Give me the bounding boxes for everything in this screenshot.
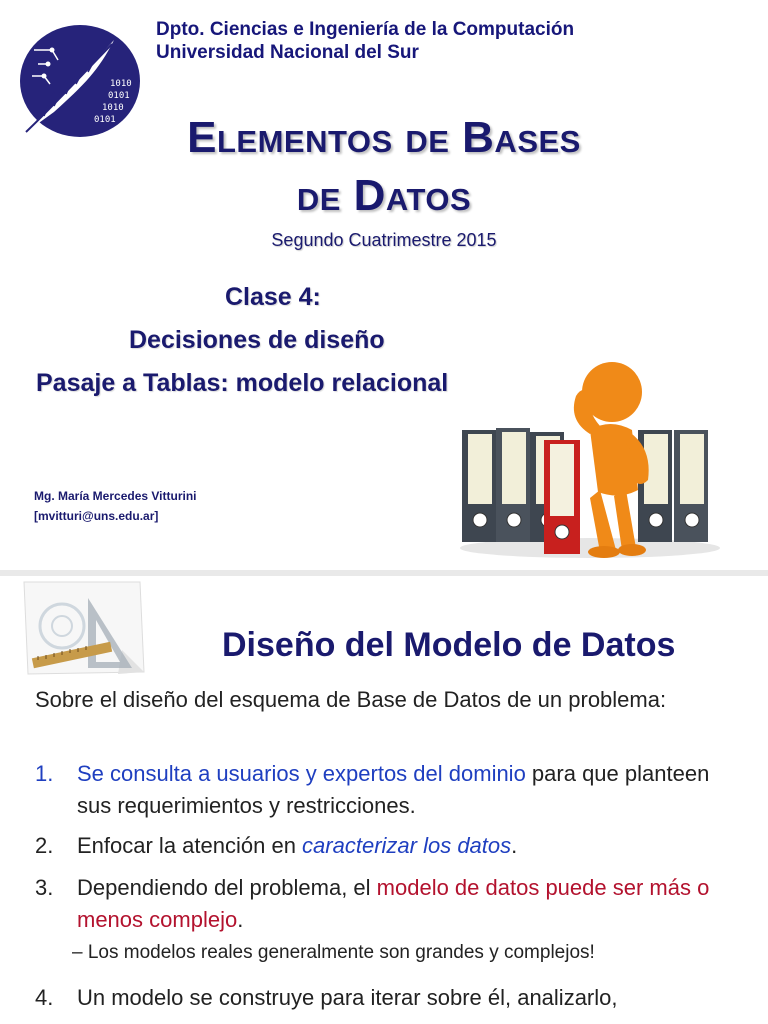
slide-title: Diseño del Modelo de Datos bbox=[222, 626, 676, 664]
body-text: Enfocar la atención en bbox=[77, 833, 303, 858]
author-block bbox=[34, 486, 197, 526]
logo-binary-1: 1010 bbox=[110, 79, 132, 89]
binders-figure-illustration bbox=[440, 330, 730, 565]
class-topic-2: Pasaje a Tablas: modelo relacional bbox=[36, 369, 449, 397]
list-number: 4. bbox=[35, 985, 54, 1010]
term-label: Segundo Cuatrimestre 2015 bbox=[271, 230, 497, 250]
list-text bbox=[77, 830, 747, 862]
class-topic-1: Decisiones de diseño bbox=[129, 326, 385, 354]
author-email: [mvitturi@uns.edu.ar] bbox=[34, 509, 159, 523]
sub-bullet-dash: – bbox=[72, 942, 83, 963]
course-title-line1: Elementos de Bases bbox=[187, 113, 581, 162]
sub-bullet-text: Los modelos reales generalmente son grandes y complejos! bbox=[87, 942, 595, 963]
highlight-text: caracterizar los datos bbox=[302, 833, 512, 858]
drafting-tools-icon bbox=[22, 580, 146, 676]
list-number: 1. bbox=[35, 761, 54, 786]
body-text: para que planteen sus requerimientos y restricciones. bbox=[77, 761, 710, 818]
department-header bbox=[156, 18, 574, 64]
class-number: Clase 4: bbox=[225, 283, 321, 311]
university-name: Universidad Nacional del Sur bbox=[156, 42, 419, 63]
list-text bbox=[77, 872, 747, 936]
logo-binary-4: 0101 bbox=[94, 115, 116, 125]
department-name: Dpto. Ciencias e Ingeniería de la Computación bbox=[156, 19, 575, 40]
highlight-text: Se consulta a usuarios y expertos del dominio bbox=[77, 761, 526, 786]
intro-paragraph: Sobre el diseño del esquema de Base de Datos de un problema: bbox=[35, 687, 667, 712]
author-name: Mg. María Mercedes Vitturini bbox=[34, 489, 197, 503]
list-text: Un modelo se construye para iterar sobre él, analizarlo, bbox=[77, 985, 618, 1010]
list-number: 2. bbox=[35, 833, 54, 858]
list-number: 3. bbox=[35, 875, 54, 900]
body-text: . bbox=[511, 833, 518, 858]
body-text: . bbox=[237, 907, 244, 932]
course-title-line2: de Datos bbox=[296, 171, 472, 220]
content-slide bbox=[0, 576, 768, 1024]
logo-binary-3: 1010 bbox=[102, 103, 124, 113]
list-text bbox=[77, 758, 747, 822]
highlight-text: modelo de datos puede ser más o menos complejo bbox=[77, 875, 710, 932]
sub-bullet bbox=[72, 942, 595, 964]
body-text: Dependiendo del problema, el bbox=[77, 875, 377, 900]
logo-binary-2: 0101 bbox=[108, 91, 130, 101]
